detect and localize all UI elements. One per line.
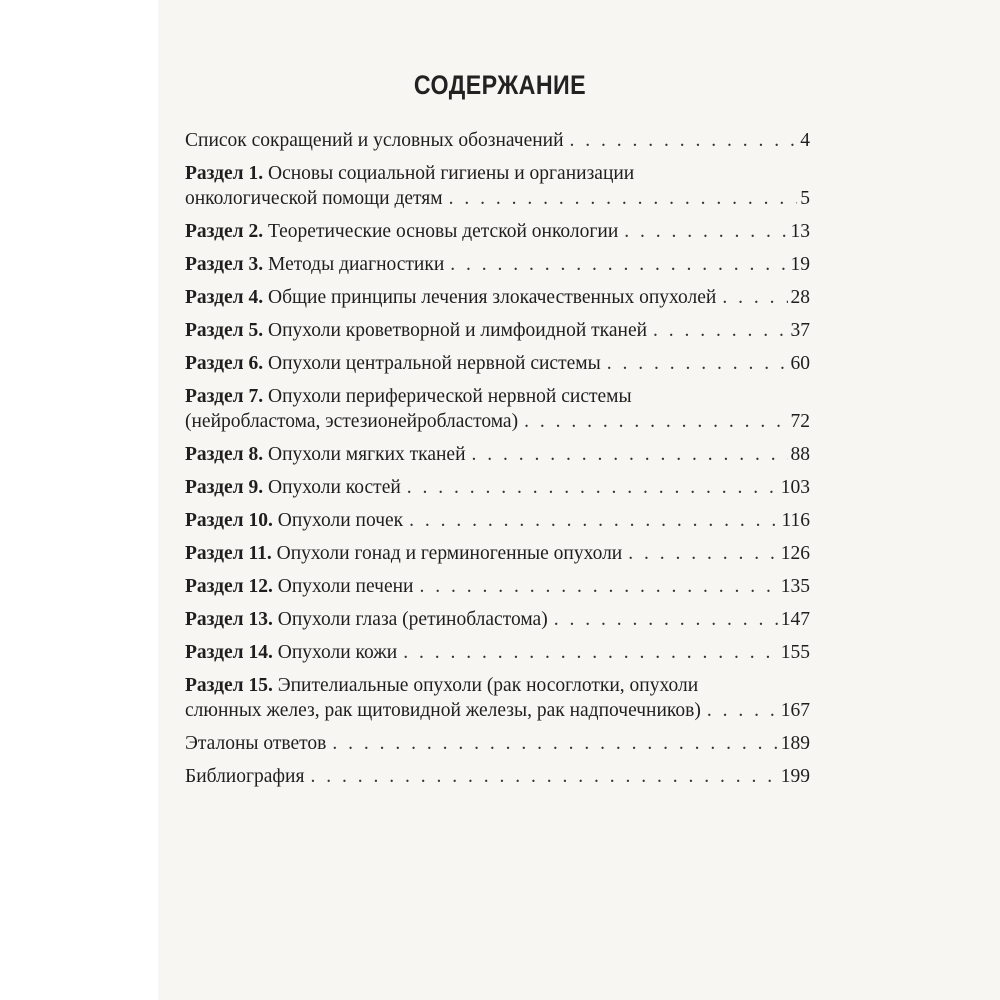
toc-entry-text: Список сокращений и условных обозначений bbox=[185, 130, 564, 151]
toc-entry-text: Теоретические основы детской онкологии bbox=[267, 221, 619, 242]
toc-section-label: Раздел 7. bbox=[185, 386, 264, 407]
toc-section-label: Раздел 1. bbox=[185, 163, 264, 184]
toc-page-number: 155 bbox=[780, 642, 810, 663]
dot-leader bbox=[653, 318, 787, 343]
dot-leader bbox=[554, 607, 778, 632]
dot-leader bbox=[624, 219, 787, 244]
toc-page-number: 28 bbox=[790, 287, 810, 308]
toc-entry bbox=[185, 475, 810, 500]
toc-page-number: 199 bbox=[780, 766, 810, 787]
toc-entry bbox=[185, 541, 810, 566]
toc-section-label: Раздел 13. bbox=[185, 609, 273, 630]
toc-entry bbox=[185, 764, 810, 789]
toc-page-number: 60 bbox=[790, 353, 810, 374]
toc-entry-text: Библиография bbox=[185, 766, 305, 787]
toc-entry-text: Опухоли гонад и герминогенные опухоли bbox=[276, 543, 623, 564]
toc-entry bbox=[185, 508, 810, 533]
dot-leader bbox=[419, 574, 777, 599]
toc-page-number: 37 bbox=[790, 320, 810, 341]
toc-entry-text: Основы социальной гигиены и организации bbox=[267, 163, 635, 184]
dot-leader bbox=[722, 285, 787, 310]
toc-section-label: Раздел 4. bbox=[185, 287, 264, 308]
toc-page-number: 167 bbox=[780, 700, 810, 721]
dot-leader bbox=[472, 442, 788, 467]
toc-entry bbox=[185, 640, 810, 665]
dot-leader bbox=[607, 351, 788, 376]
toc-entry bbox=[185, 128, 810, 153]
toc-section-label: Раздел 5. bbox=[185, 320, 264, 341]
toc-page-number: 13 bbox=[790, 221, 810, 242]
toc-section-label: Раздел 6. bbox=[185, 353, 264, 374]
toc-entry-text: Опухоли мягких тканей bbox=[267, 444, 466, 465]
toc-section-label: Раздел 8. bbox=[185, 444, 264, 465]
toc-entry bbox=[185, 285, 810, 310]
toc-section-label: Раздел 10. bbox=[185, 510, 273, 531]
dot-leader bbox=[628, 541, 778, 566]
dot-leader bbox=[707, 698, 778, 723]
toc-section-label: Раздел 9. bbox=[185, 477, 264, 498]
toc-entry bbox=[185, 318, 810, 343]
toc-page-number: 4 bbox=[800, 130, 810, 151]
dot-leader bbox=[524, 409, 787, 434]
toc-entry bbox=[185, 731, 810, 756]
toc-entry bbox=[185, 351, 810, 376]
toc-page-number: 19 bbox=[790, 254, 810, 275]
toc-section-label: Раздел 14. bbox=[185, 642, 273, 663]
toc-entry-text: Опухоли центральной нервной системы bbox=[267, 353, 601, 374]
dot-leader bbox=[403, 640, 778, 665]
toc-entry-text: слюнных желез, рак щитовидной железы, рак надпочечников) bbox=[185, 700, 701, 721]
toc-entry-text: онкологической помощи детям bbox=[185, 188, 443, 209]
dot-leader bbox=[407, 475, 778, 500]
toc-section-label: Раздел 12. bbox=[185, 576, 273, 597]
toc-entry-text: Опухоли печени bbox=[277, 576, 414, 597]
dot-leader bbox=[310, 764, 777, 789]
toc-entry-text: Опухоли периферической нервной системы bbox=[267, 386, 632, 407]
page-title: СОДЕРЖАНИЕ bbox=[413, 70, 587, 100]
toc-entry-text: (нейробластома, эстезионейробластома) bbox=[185, 411, 519, 432]
dot-leader bbox=[409, 508, 778, 533]
toc-entry-text: Эпителиальные опухоли (рак носоглотки, опухоли bbox=[277, 675, 699, 696]
toc-page-number: 72 bbox=[790, 411, 810, 432]
toc-entry-text: Опухоли глаза (ретинобластома) bbox=[277, 609, 548, 630]
dot-leader bbox=[570, 128, 798, 153]
dot-leader bbox=[450, 252, 787, 277]
toc-entry-text: Эталоны ответов bbox=[185, 733, 327, 754]
toc-entry bbox=[185, 219, 810, 244]
toc-section-label: Раздел 3. bbox=[185, 254, 264, 275]
toc-entry-text: Опухоли кроветворной и лимфоидной тканей bbox=[267, 320, 648, 341]
toc-entry-text: Опухоли почек bbox=[277, 510, 404, 531]
toc-page-number: 5 bbox=[800, 188, 810, 209]
toc-page-number: 135 bbox=[780, 576, 810, 597]
toc-entry-text: Опухоли костей bbox=[267, 477, 401, 498]
toc-entry bbox=[185, 384, 810, 434]
dot-leader bbox=[449, 186, 798, 211]
table-of-contents bbox=[185, 128, 810, 797]
toc-entry bbox=[185, 574, 810, 599]
toc-entry bbox=[185, 442, 810, 467]
toc-section-label: Раздел 15. bbox=[185, 675, 273, 696]
toc-page-number: 103 bbox=[780, 477, 810, 498]
toc-page-number: 116 bbox=[781, 510, 810, 531]
toc-page-number: 189 bbox=[780, 733, 810, 754]
toc-entry bbox=[185, 252, 810, 277]
dot-leader bbox=[332, 731, 777, 756]
toc-page-number: 88 bbox=[790, 444, 810, 465]
toc-section-label: Раздел 11. bbox=[185, 543, 272, 564]
toc-entry-text: Опухоли кожи bbox=[277, 642, 398, 663]
toc-section-label: Раздел 2. bbox=[185, 221, 264, 242]
toc-entry bbox=[185, 161, 810, 211]
toc-entry bbox=[185, 607, 810, 632]
toc-page-number: 147 bbox=[780, 609, 810, 630]
toc-page-number: 126 bbox=[780, 543, 810, 564]
toc-entry-text: Общие принципы лечения злокачественных опухолей bbox=[267, 287, 717, 308]
toc-entry-text: Методы диагностики bbox=[267, 254, 445, 275]
toc-entry bbox=[185, 673, 810, 723]
